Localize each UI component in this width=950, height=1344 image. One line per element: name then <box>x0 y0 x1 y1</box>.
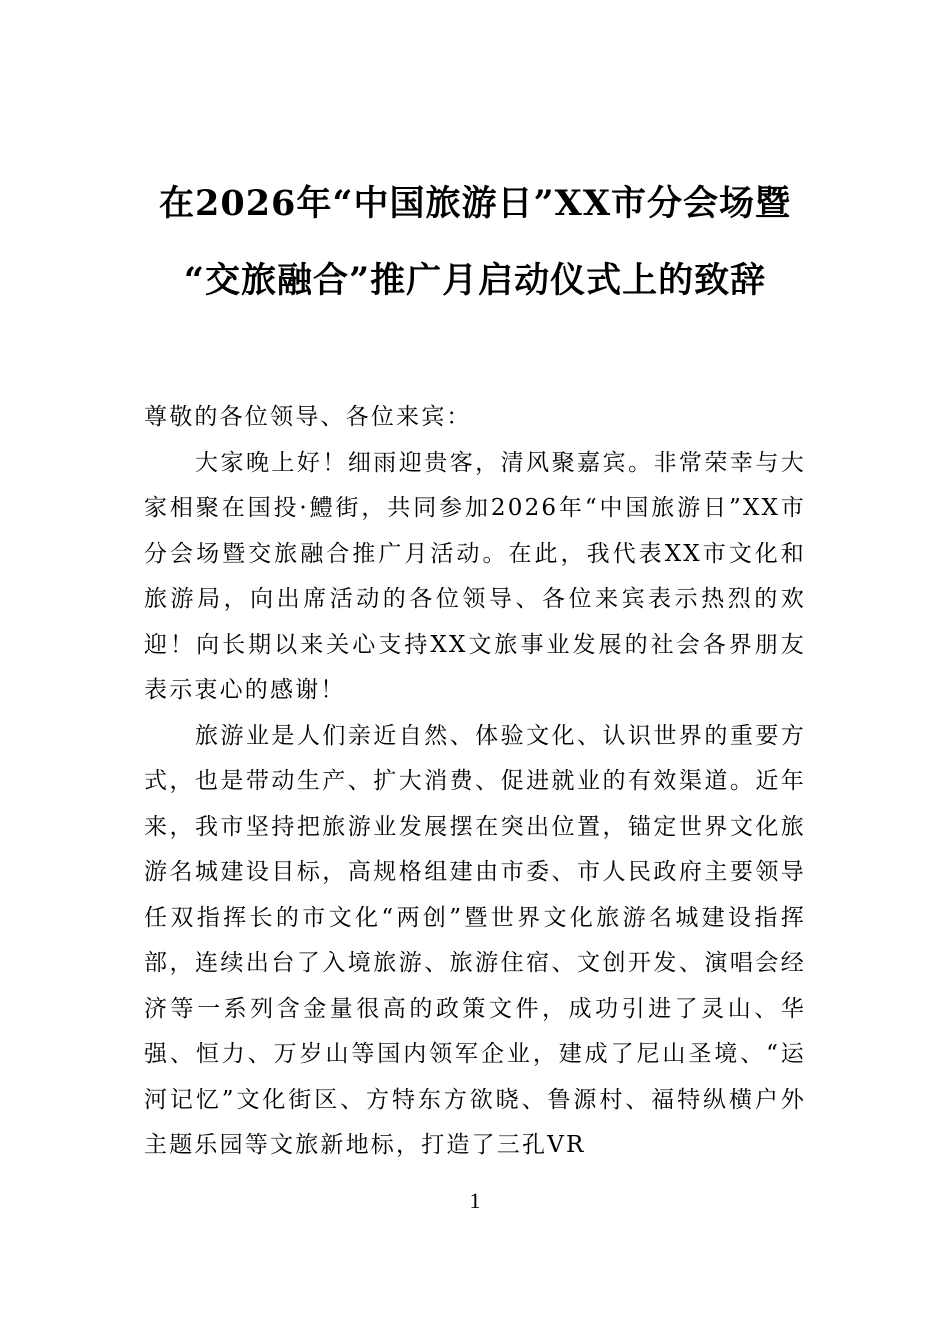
paragraph-1: 大家晚上好！细雨迎贵客，清风聚嘉宾。非常荣幸与大家相聚在国投·鱧街，共同参加2026年“中国旅游日”XX市分会场暨交旅融合推广月活动。在此，我代表XX市文化和旅游局，向出席活动的各位领导、各位来宾表示热烈的欢迎！向长期以来关心支持XX文旅事业发展的社会各界朋友表示衷心的感谢！ <box>144 449 806 703</box>
page-number: 1 <box>469 1188 481 1213</box>
document-title <box>100 165 850 319</box>
title-line-2: “交旅融合”推广月启动仪式上的致辞 <box>183 260 767 301</box>
paragraph-2: 旅游业是人们亲近自然、体验文化、认识世界的重要方式，也是带动生产、扩大消费、促进就业的有效渠道。近年来，我市坚持把旅游业发展摆在突出位置，锚定世界文化旅游名城建设目标，高规格组建由市委、市人民政府主要领导任双指挥长的市文化“两创”暨世界文化旅游名城建设指挥部，连续出台了入境旅游、旅游住宿、文创开发、演唱会经济等一系列含金量很高的政策文件，成功引进了灵山、华强、恒力、万岁山等国内领军企业，建成了尼山圣境、“运河记忆”文化街区、方特东方欲晓、鲁源村、福特纵横户外主题乐园等文旅新地标，打造了三孔VR <box>144 722 806 1158</box>
title-line-1: 在2026年“中国旅游日”XX市分会场暨 <box>159 183 791 224</box>
document-body <box>144 395 806 1169</box>
salutation: 尊敬的各位领导、各位来宾： <box>144 404 472 430</box>
